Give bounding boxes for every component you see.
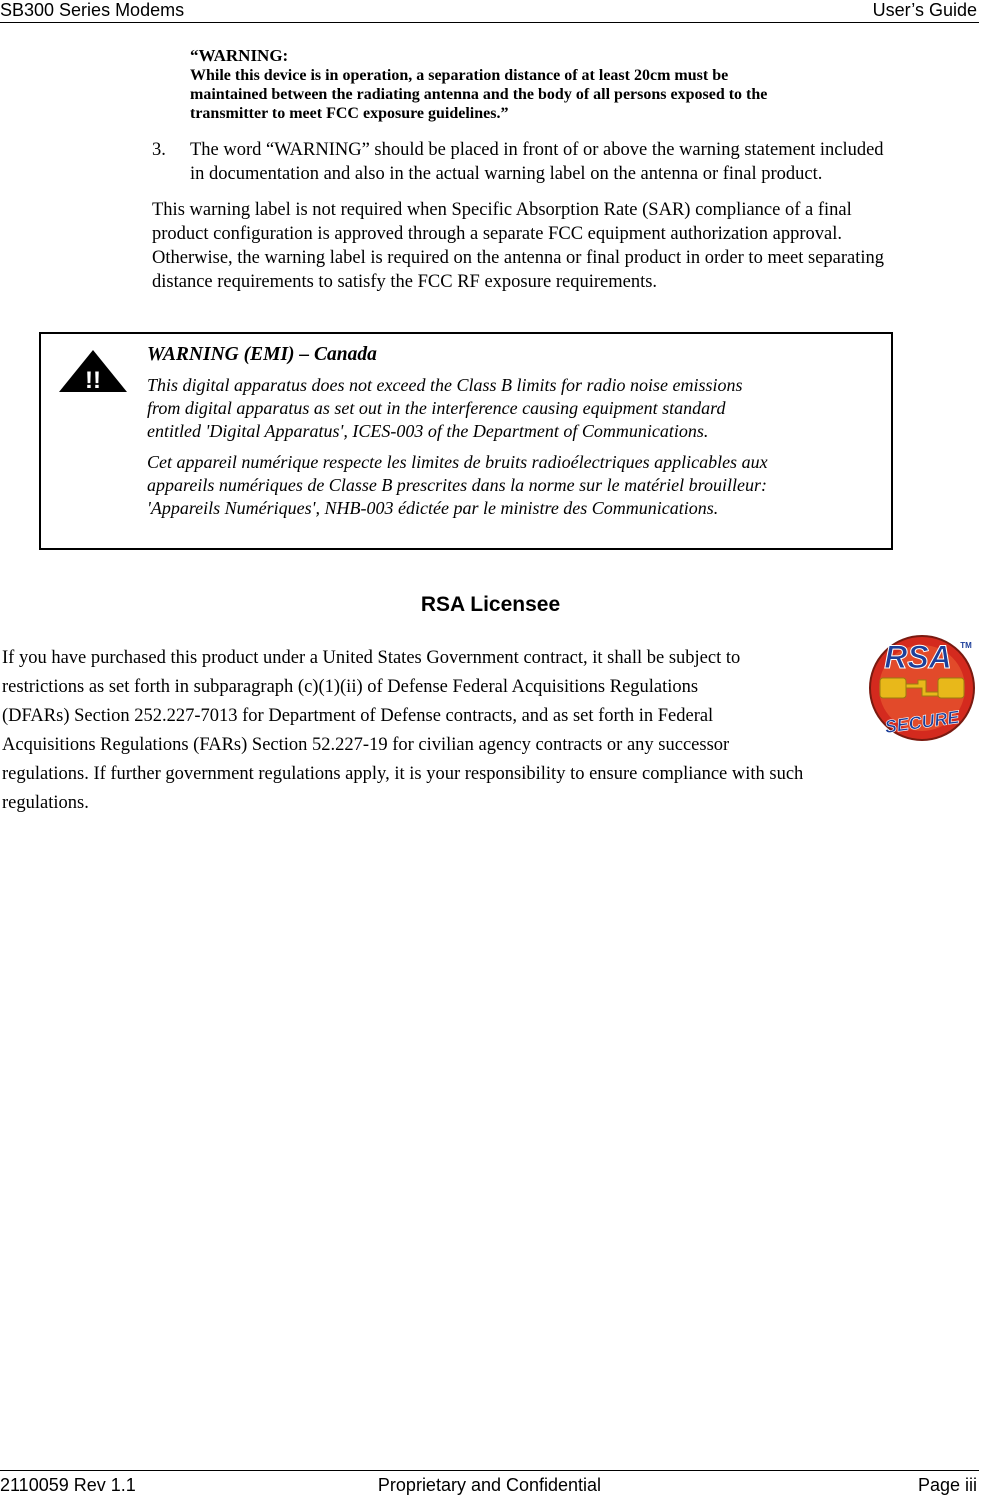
footer-confidentiality: Proprietary and Confidential — [377, 1475, 602, 1495]
page-footer — [0, 1470, 979, 1496]
emi-english-text — [147, 374, 882, 443]
emi-line: This digital apparatus does not exceed the Class B limits for radio noise emissions — [147, 375, 743, 395]
footer-page-number: Page iii — [917, 1475, 977, 1495]
warning-triangle-icon — [57, 348, 129, 394]
item-line: in documentation and also in the actual warning label on the antenna or final product. — [190, 164, 823, 184]
fcc-warning-line: transmitter to meet FCC exposure guidelines.” — [190, 105, 509, 122]
emi-line: entitled 'Digital Apparatus', ICES-003 of the Department of Communications. — [147, 421, 709, 441]
header-doc-title: SB300 Series Modems — [0, 0, 185, 20]
paragraph-line: product configuration is approved through a separate FCC equipment authorization approval. — [152, 224, 842, 244]
paragraph-line: regulations. If further government regulations apply, it is your responsibility to ensure compliance with such — [2, 764, 804, 784]
paragraph-line: Acquisitions Regulations (FARs) Section 52.227-19 for civilian agency contracts or any successor — [2, 735, 730, 755]
fcc-warning-quote — [190, 46, 890, 123]
rsa-logo-text: RSA — [884, 639, 952, 675]
emi-line: Cet appareil numérique respecte les limites de bruits radioélectriques applicables aux — [147, 452, 768, 472]
emi-warning-title: WARNING (EMI) – Canada — [147, 344, 377, 365]
paragraph-line: This warning label is not required when Specific Absorption Rate (SAR) compliance of a final — [152, 200, 852, 220]
fcc-warning-title: “WARNING: — [190, 46, 289, 65]
paragraph-line: Otherwise, the warning label is required on the antenna or final product in order to meet separating — [152, 248, 885, 268]
emi-french-text — [147, 451, 882, 520]
fcc-warning-line: While this device is in operation, a separation distance of at least 20cm must be — [190, 67, 729, 84]
rsa-logo-secure-text: SECURE — [883, 706, 961, 738]
paragraph-line: If you have purchased this product under a United States Government contract, it shall be subject to — [2, 648, 741, 668]
section-heading: RSA Licensee — [420, 593, 561, 616]
rsa-logo-tm: TM — [960, 641, 972, 650]
fcc-warning-line: maintained between the radiating antenna and the body of all persons exposed to the — [190, 86, 768, 103]
paragraph-line: distance requirements to satisfy the FCC RF exposure requirements. — [152, 272, 658, 292]
item-line: The word “WARNING” should be placed in front of or above the warning statement included — [190, 140, 884, 160]
emi-line: appareils numériques de Classe B prescrites dans la norme sur le matériel brouilleur: — [147, 475, 767, 495]
paragraph-line: regulations. — [2, 793, 89, 813]
footer-doc-number: 2110059 Rev 1.1 — [0, 1475, 136, 1495]
rsa-licensee-paragraph — [2, 644, 977, 818]
paragraph-line: restrictions as set forth in subparagraph (c)(1)(ii) of Defense Federal Acquisitions Regulations — [2, 677, 699, 697]
emi-line: from digital apparatus as set out in the interference causing equipment standard — [147, 398, 726, 418]
emi-warning-box — [39, 332, 893, 550]
warning-icon-text: !! — [85, 367, 101, 394]
page-header — [0, 0, 979, 23]
item-number: 3. — [152, 140, 166, 160]
emi-line: 'Appareils Numériques', NHB-003 édictée par le ministre des Communications. — [147, 498, 719, 518]
paragraph-line: (DFARs) Section 252.227-7013 for Department of Defense contracts, and as set forth in Federal — [2, 706, 714, 726]
sar-paragraph — [152, 198, 981, 294]
header-guide-title: User’s Guide — [872, 0, 977, 20]
numbered-item-3 — [152, 138, 978, 186]
